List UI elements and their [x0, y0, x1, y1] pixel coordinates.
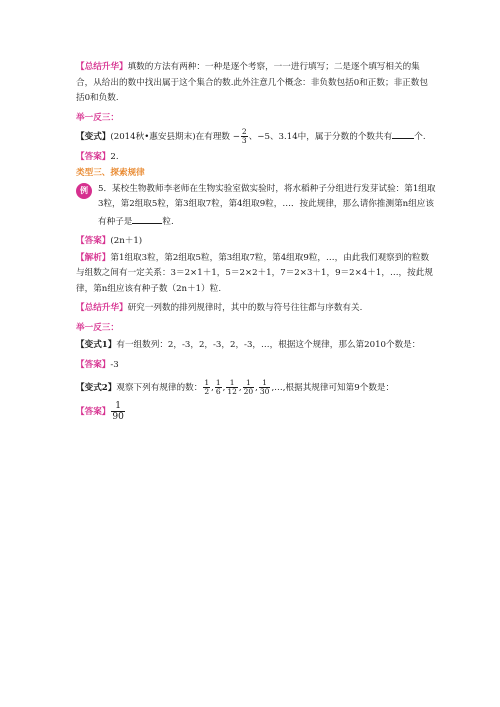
variant-text-post: 、−5、3.14中，属于分数的个数共有: [248, 132, 393, 142]
variant-tag: 【变式】: [76, 132, 111, 142]
category-heading: 类型三、探索规律: [76, 168, 145, 178]
answer-tag: 【答案】: [76, 236, 111, 246]
variant-text-tail: 个.: [414, 132, 426, 142]
variant-text-pre: (2014秋•惠安县期末)在有理数 −: [110, 132, 240, 142]
example-badge-icon: 例: [76, 183, 92, 199]
summary-tag: 【总结升华】: [76, 303, 128, 313]
analysis-text: 第1组取3粒，第2组取5粒，第3组取7粒，第4组取9粒，…，由此我们观察到的粒数与组数之间有一定关系：3＝2×1＋1，5＝2×2＋1，7＝2×3＋1，9＝2×4＋1，…，按此规律，第n组应该有种子数（2n＋1）粒.: [76, 252, 433, 294]
summary-paragraph-2: [76, 301, 436, 317]
summary-paragraph-1: [76, 60, 436, 107]
sequence-fraction: $\frac{1}{30}$: [259, 378, 270, 396]
comma-separator: ,: [255, 383, 258, 393]
answer-text: -3: [110, 359, 119, 370]
answer-text: 2.: [110, 151, 119, 162]
answer-tag: 【答案】: [76, 406, 111, 417]
answer-line-1: [76, 150, 436, 166]
fraction-two-thirds: $\frac{2}{3}$: [241, 127, 247, 145]
fraction-sequence: [202, 378, 271, 396]
variant-text-pre: 观察下列有规律的数：: [116, 383, 203, 393]
analysis-paragraph: [76, 251, 436, 298]
variant-text: 有一组数列：2，-3，2，-3，2，-3，…，根据这个规律，那么第2010个数是：: [116, 340, 421, 350]
variant-tag: 【变式2】: [76, 383, 117, 393]
summary-tag: 【总结升华】: [76, 62, 128, 72]
summary-text: 研究一列数的排列规律时，其中的数与符号往往都与序数有关.: [127, 303, 363, 313]
sequence-fraction: $\frac{1}{20}$: [243, 378, 254, 396]
answer-tag: 【答案】: [76, 151, 111, 162]
variant-text-post: ,…,根据其规律可知第9个数是：: [271, 383, 395, 393]
answer-line-6: [76, 358, 436, 374]
answer-tag: 【答案】: [76, 359, 111, 370]
section-heading-2: 举一反三：: [76, 322, 119, 333]
answer-line-5: [76, 234, 436, 250]
content-column: [76, 60, 436, 423]
analysis-tag: 【解析】: [76, 252, 111, 263]
variant-paragraph-3: [76, 379, 436, 397]
answer-text: (2n＋1): [110, 236, 143, 246]
answer-blank: [392, 128, 414, 139]
example-5: [76, 182, 436, 231]
comma-separator: ,: [222, 383, 226, 393]
sequence-fraction: $\frac{1}{6}$: [215, 378, 221, 396]
comma-separator: ,: [211, 383, 214, 393]
sequence-fraction: $\frac{1}{12}$: [227, 378, 237, 396]
answer-blank: [132, 213, 162, 224]
sequence-fraction: $\frac{1}{2}$: [204, 378, 210, 396]
variant-tag: 【变式1】: [76, 340, 117, 350]
fraction-answer: $\frac{1}{90}$: [112, 400, 124, 422]
summary-text: 填数的方法有两种：一种是逐个考察，一一进行填写；二是逐个填写相关的集合，从给出的数中找出属于这个集合的数.此外注意几个概念：非负数包括0和正数；非正数包括0和负数.: [76, 62, 428, 103]
variant-paragraph-1: [76, 128, 436, 146]
comma-separator: ,: [238, 383, 242, 393]
example-text: 5．某校生物教师李老师在生物实验室做实验时，将水稻种子分组进行发芽试验：第1组取3粒，第2组取5粒，第3组取7粒，第4组取9粒，…．按此规律，那么请你推测第n组应该有种子是 粒.: [98, 183, 436, 227]
variant-paragraph-2: [76, 338, 436, 354]
answer-line-7: [76, 401, 436, 422]
section-heading-1: 举一反三：: [76, 112, 119, 123]
